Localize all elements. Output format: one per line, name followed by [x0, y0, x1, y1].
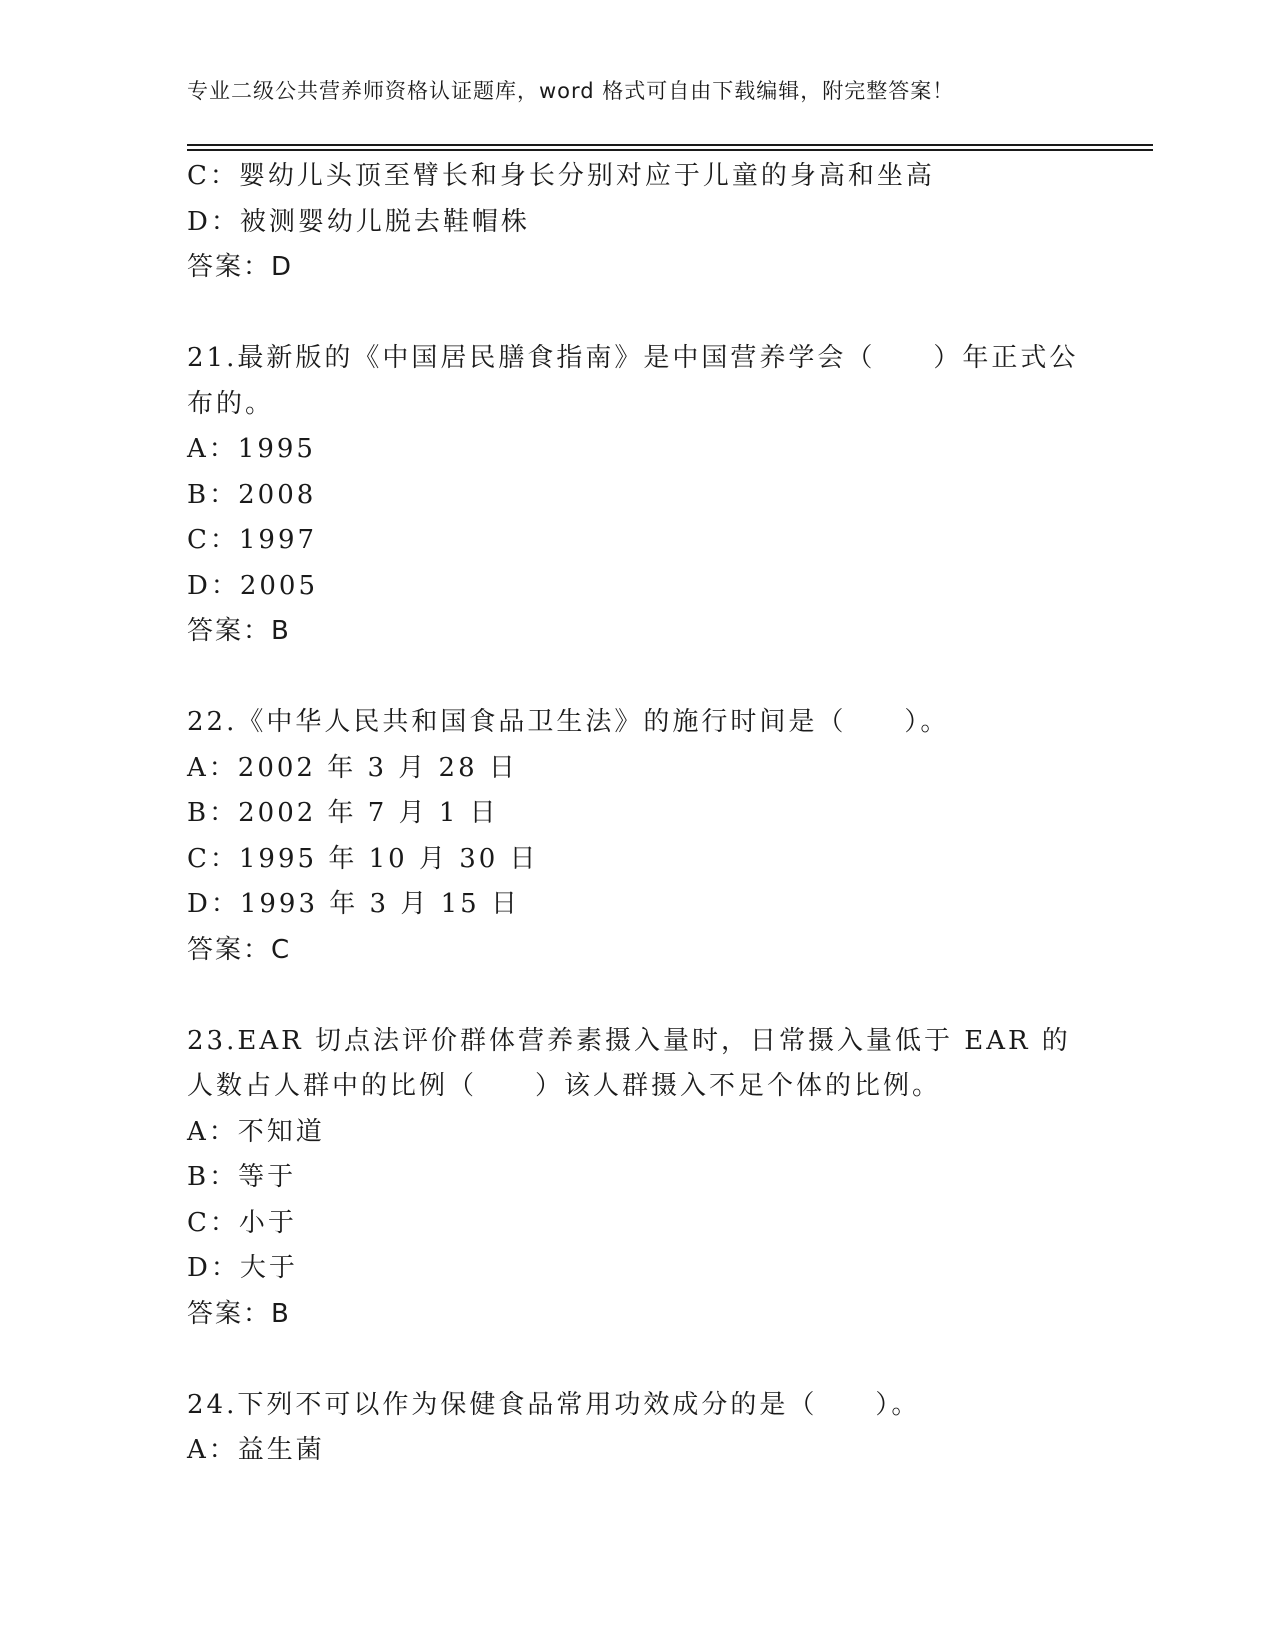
question-stem: 24.下列不可以作为保健食品常用功效成分的是（ ）。 — [187, 1389, 921, 1420]
option-d: D：2005 — [187, 570, 319, 601]
option-d: D：1993 年 3 月 15 日 — [187, 889, 520, 919]
question-stem: 23.EAR 切点法评价群体营养素摄入量时，日常摄入量低于 EAR 的人数占人群中的比例（ ）该人群摄入不足个体的比例。 — [187, 1025, 1071, 1101]
carryover-block — [187, 154, 1087, 291]
option-d: D：被测婴幼儿脱去鞋帽株 — [187, 206, 530, 237]
question-22 — [187, 700, 1087, 973]
option-c: C：婴幼儿头顶至臂长和身长分别对应于儿童的身高和坐高 — [187, 161, 935, 191]
option-c: C：1997 — [187, 525, 318, 555]
option-d: D：大于 — [187, 1253, 298, 1283]
answer: 答案：D — [187, 252, 294, 282]
question-stem: 22.《中华人民共和国食品卫生法》的施行时间是（ ）。 — [187, 707, 950, 737]
option-b: B：2008 — [187, 479, 317, 510]
question-23 — [187, 1019, 1087, 1338]
option-a: A：2002 年 3 月 28 日 — [187, 752, 518, 783]
question-21 — [187, 336, 1087, 655]
option-a: A：益生菌 — [187, 1435, 325, 1465]
answer: 答案：B — [187, 616, 291, 646]
header-rule-top — [187, 144, 1153, 146]
option-a: A：不知道 — [187, 1116, 325, 1147]
answer: 答案：B — [187, 1298, 291, 1329]
option-c: C：1995 年 10 月 30 日 — [187, 843, 539, 874]
question-24 — [187, 1383, 1087, 1474]
page-header: 专业二级公共营养师资格认证题库，word 格式可自由下载编辑，附完整答案！ — [187, 79, 955, 103]
question-stem: 21.最新版的《中国居民膳食指南》是中国营养学会（ ）年正式公布的。 — [187, 343, 1079, 419]
question-list — [187, 154, 1087, 1474]
option-b: B：等于 — [187, 1162, 297, 1192]
option-b: B：2002 年 7 月 1 日 — [187, 798, 499, 828]
option-a: A：1995 — [187, 434, 316, 464]
answer: 答案：C — [187, 934, 292, 965]
option-c: C：小于 — [187, 1207, 297, 1238]
header-rule-bottom — [187, 149, 1153, 151]
